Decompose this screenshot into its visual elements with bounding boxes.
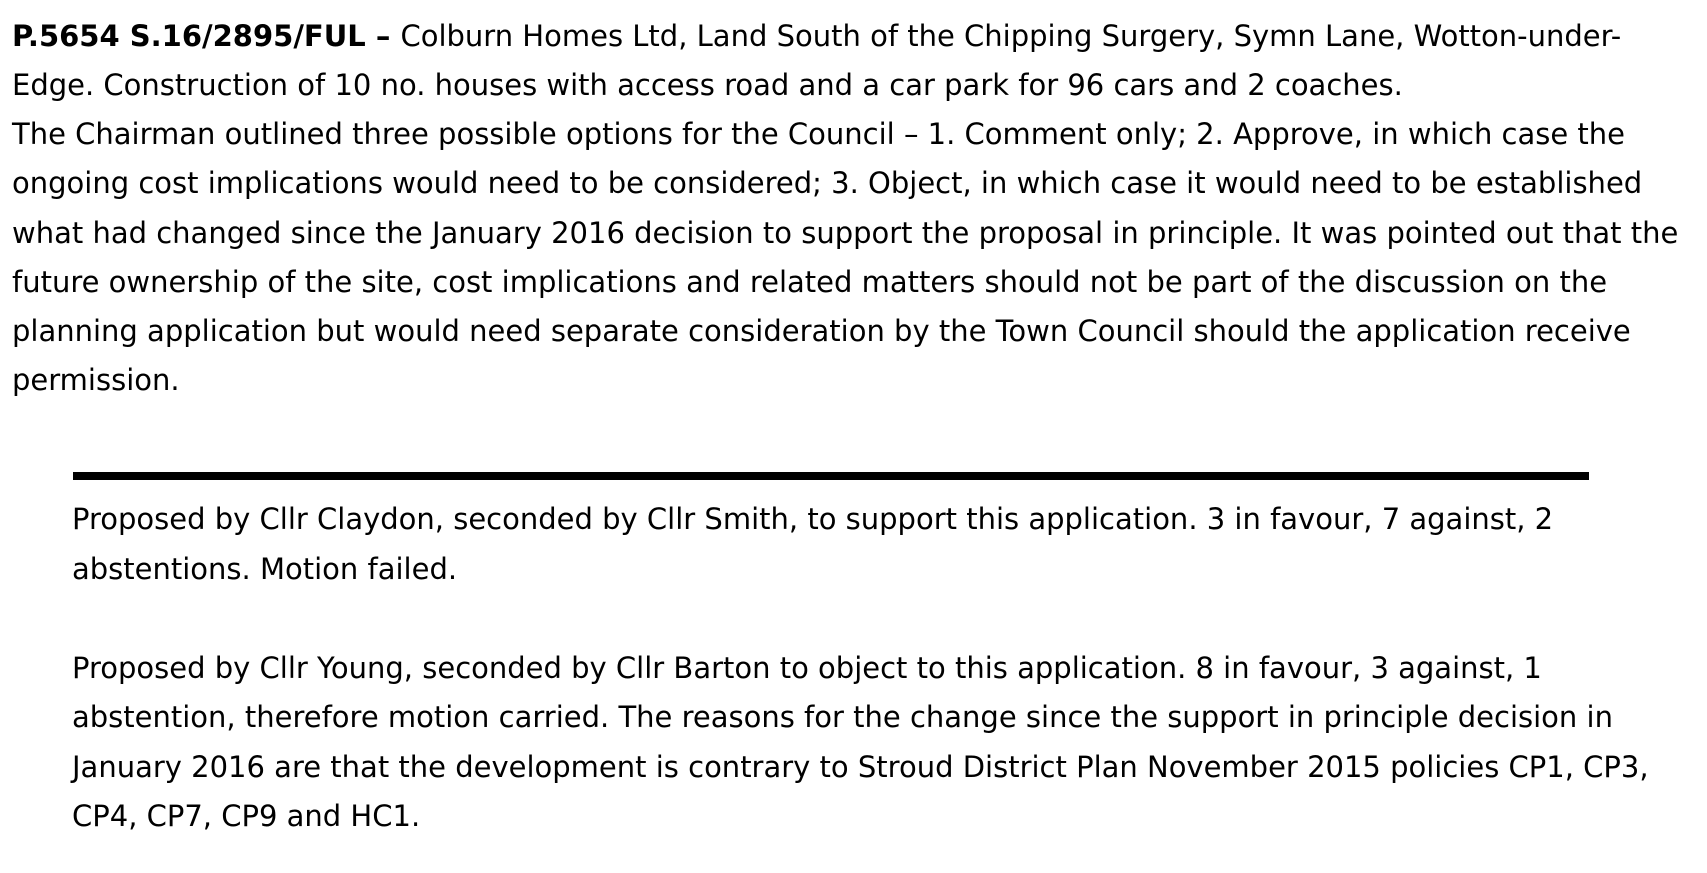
motions-list bbox=[72, 495, 1697, 842]
heading-dash: – bbox=[365, 19, 401, 53]
minutes-item bbox=[12, 12, 1702, 406]
application-description: Colburn Homes Ltd, Land South of the Chipping Surgery, Symn Lane, Wotton-under-Edge. Construction of 10 no. houses with access road and a car park for 96 cars and 2 coaches. bbox=[12, 19, 1622, 102]
section-divider bbox=[73, 472, 1589, 480]
item-heading bbox=[12, 12, 1702, 110]
discussion-paragraph: The Chairman outlined three possible options for the Council – 1. Comment only; 2. Approve, in which case the ongoing cost implications would need to be considered; 3. Object, in which case it would need to be established what had changed since the January 2016 decision to support the proposal in principle. It was pointed out that the future ownership of the site, cost implications and related matters should not be part of the discussion on the planning application but would need separate consideration by the Town Council should the application receive permission. bbox=[12, 117, 1679, 398]
application-reference: P.5654 S.16/2895/FUL bbox=[12, 19, 366, 53]
motion-claydon: Proposed by Cllr Claydon, seconded by Cllr Smith, to support this application. 3 in favour, 7 against, 2 abstentions. Motion failed. bbox=[72, 502, 1554, 586]
motion-young: Proposed by Cllr Young, seconded by Cllr Barton to object to this application. 8 in favour, 3 against, 1 abstention, therefore motion carried. The reasons for the change since the support in principle decision in January 2016 are that the development is contrary to Stroud District Plan November 2015 policies CP1, CP3, CP4, CP7, CP9 and HC1. bbox=[72, 650, 1649, 833]
